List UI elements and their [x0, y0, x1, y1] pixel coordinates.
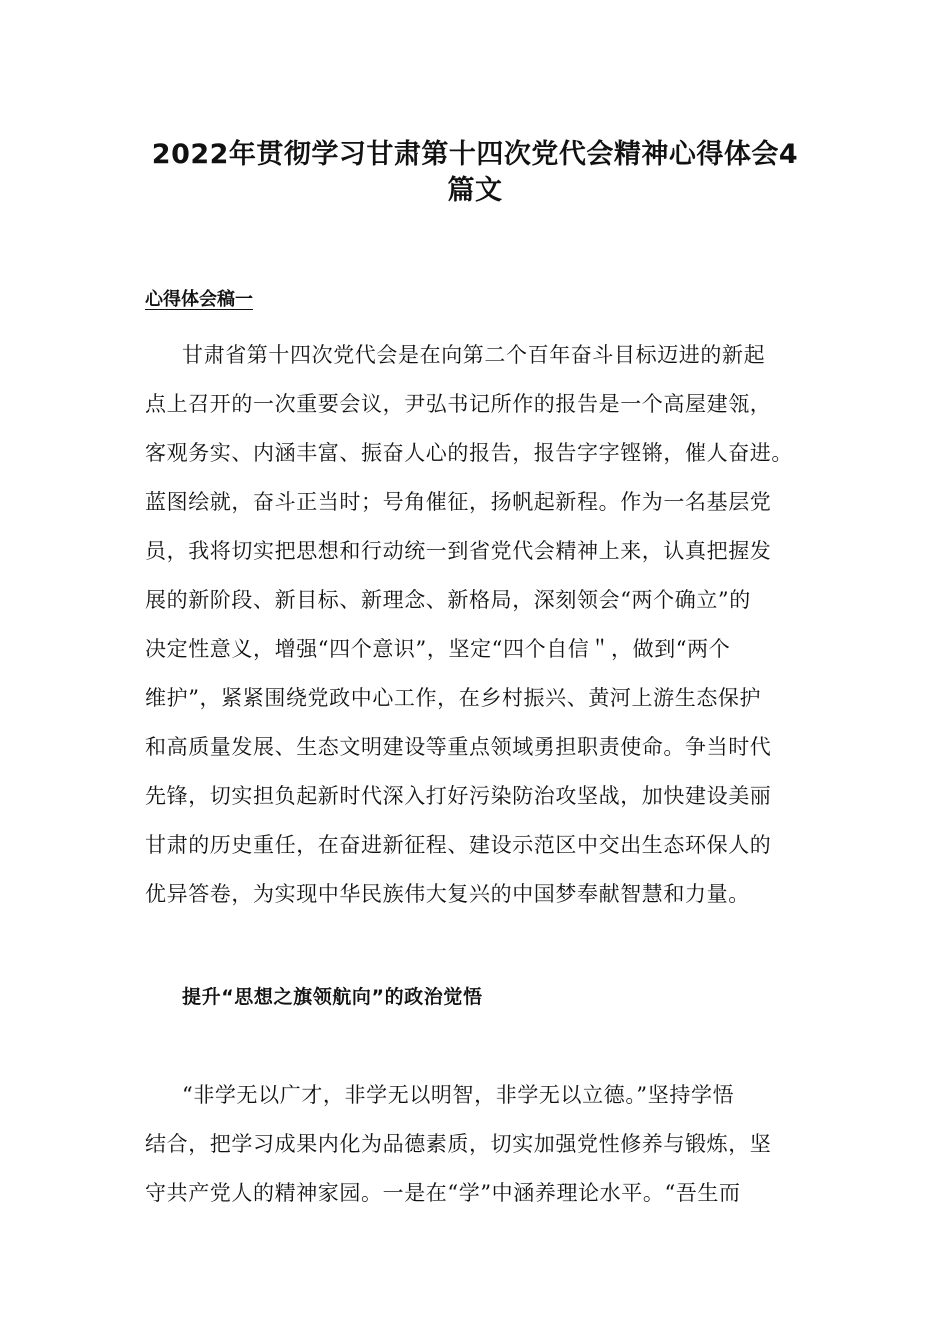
paragraph-1-line: 先锋，切实担负起新时代深入打好污染防治攻坚战，加快建设美丽 — [145, 784, 772, 808]
paragraph-2-line: 结合，把学习成果内化为品德素质，切实加强党性修养与锻炼，坚 — [145, 1132, 772, 1156]
paragraph-1-line: 和高质量发展、生态文明建设等重点领域勇担职责使命。争当时代 — [145, 735, 772, 759]
paragraph-1-line: 蓝图绘就，奋斗正当时；号角催征，扬帆起新程。作为一名基层党 — [145, 490, 772, 514]
document-title-line-1: 2022年贯彻学习甘肃第十四次党代会精神心得体会4 — [151, 139, 799, 170]
paragraph-2-line: “非学无以广才，非学无以明智，非学无以立德。”坚持学悟 — [182, 1083, 735, 1107]
paragraph-1-line: 点上召开的一次重要会议，尹弘书记所作的报告是一个高屋建瓴， — [145, 392, 772, 416]
paragraph-1-line: 优异答卷，为实现中华民族伟大复兴的中国梦奉献智慧和力量。 — [145, 882, 750, 906]
document-title-line-2: 篇文 — [447, 175, 503, 206]
section-subheading: 提升“思想之旗领航向”的政治觉悟 — [182, 986, 483, 1008]
paragraph-1-line: 甘肃的历史重任，在奋进新征程、建设示范区中交出生态环保人的 — [145, 833, 772, 857]
paragraph-1-line: 维护”，紧紧围绕党政中心工作，在乡村振兴、黄河上游生态保护 — [145, 686, 762, 710]
paragraph-2-line: 守共产党人的精神家园。一是在“学”中涵养理论水平。“吾生而 — [145, 1181, 741, 1205]
paragraph-1-line: 甘肃省第十四次党代会是在向第二个百年奋斗目标迈进的新起 — [182, 343, 766, 367]
section-label: 心得体会稿一 — [145, 289, 253, 310]
paragraph-1-line: 员，我将切实把思想和行动统一到省党代会精神上来，认真把握发 — [145, 539, 772, 563]
paragraph-1-line: 决定性意义，增强“四个意识”，坚定“四个自信＂，做到“两个 — [145, 637, 731, 661]
paragraph-1-line: 客观务实、内涵丰富、振奋人心的报告，报告字字铿锵，催人奋进。 — [145, 441, 793, 465]
paragraph-1-line: 展的新阶段、新目标、新理念、新格局，深刻领会“两个确立”的 — [145, 588, 751, 612]
